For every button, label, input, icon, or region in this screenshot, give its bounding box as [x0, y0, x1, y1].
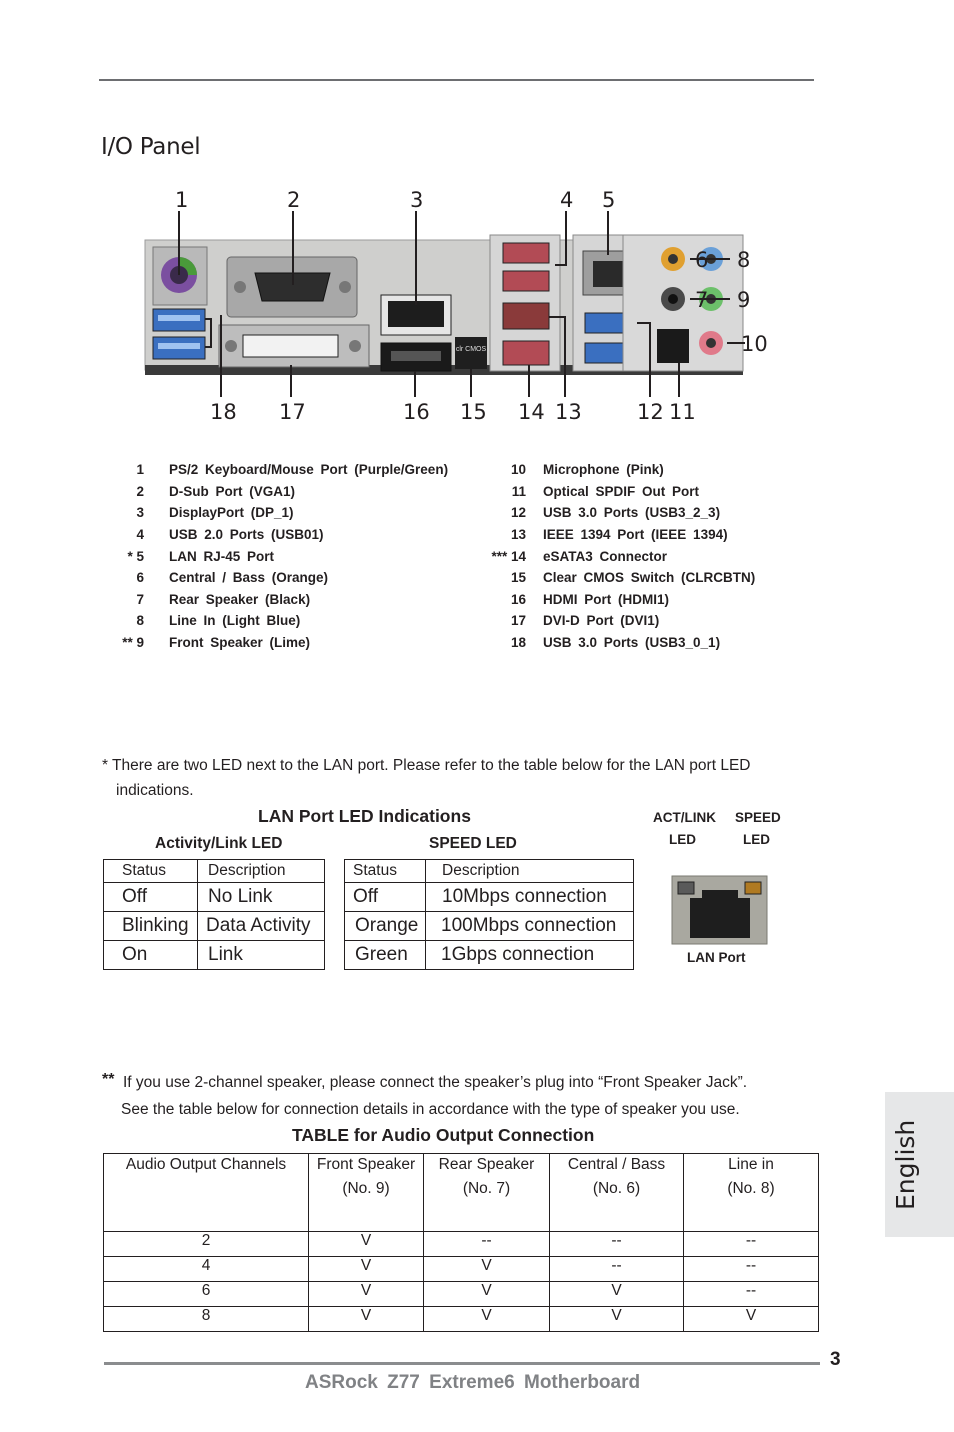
callout-12: 12 — [637, 400, 664, 424]
table-cell: V — [309, 1282, 424, 1307]
table-cell: -- — [550, 1232, 684, 1257]
esata-port-icon — [503, 341, 549, 365]
activity-led-table — [103, 859, 325, 970]
callout-1: 1 — [175, 188, 189, 212]
table-cell: No Link — [198, 883, 325, 912]
table-cell: V — [550, 1307, 684, 1332]
table-cell: -- — [550, 1257, 684, 1282]
lan-port-figure — [672, 876, 767, 944]
callout-16: 16 — [403, 400, 430, 424]
page-number: 3 — [830, 1349, 841, 1370]
table-cell: -- — [424, 1232, 550, 1257]
table-cell: 1Gbps connection — [426, 941, 634, 970]
callout-8: 8 — [737, 248, 751, 272]
table-header: Rear Speaker (No. 7) — [424, 1154, 550, 1232]
table-cell: 2 — [104, 1232, 309, 1257]
callout-15: 15 — [460, 400, 487, 424]
table-header: Description — [198, 860, 325, 883]
callout-6: 6 — [695, 248, 709, 272]
table-cell: 100Mbps connection — [426, 912, 634, 941]
table-header-row — [104, 1154, 819, 1232]
table-cell: 8 — [104, 1307, 309, 1332]
footer-title: ASRock Z77 Extreme6 Motherboard — [305, 1372, 641, 1393]
speaker-note-stars: ** — [102, 1071, 115, 1088]
callout-9: 9 — [737, 288, 751, 312]
act-link-label: ACT/LINK — [653, 810, 716, 825]
act-led-icon — [678, 882, 694, 894]
callout-4: 4 — [560, 188, 574, 212]
table-cell: V — [309, 1232, 424, 1257]
table-row — [104, 1307, 819, 1332]
callout-17: 17 — [279, 400, 306, 424]
table-cell: -- — [684, 1282, 819, 1307]
io-panel-diagram — [145, 185, 768, 425]
table-header: Line in (No. 8) — [684, 1154, 819, 1232]
table-row — [104, 1282, 819, 1307]
speed-label: SPEED — [735, 810, 781, 825]
usb2-port-icon — [503, 243, 549, 263]
callout-13: 13 — [555, 400, 582, 424]
table-cell: Off — [104, 883, 198, 912]
lan-note-line1: * There are two LED next to the LAN port. Please refer to the table below for the LAN port LED — [102, 757, 751, 774]
table-row — [104, 1232, 819, 1257]
table-cell: Orange — [345, 912, 426, 941]
lan-led-title: LAN Port LED Indications — [258, 806, 471, 826]
callout-18: 18 — [210, 400, 237, 424]
table-cell: -- — [684, 1232, 819, 1257]
table-cell: Off — [345, 883, 426, 912]
page-title: I/O Panel — [101, 134, 201, 160]
table-cell: V — [309, 1307, 424, 1332]
table-cell: V — [550, 1282, 684, 1307]
table-cell: Green — [345, 941, 426, 970]
table-cell: V — [424, 1282, 550, 1307]
table-cell: 10Mbps connection — [426, 883, 634, 912]
table-header: Status — [345, 860, 426, 883]
callout-5: 5 — [602, 188, 616, 212]
audio-table-title: TABLE for Audio Output Connection — [292, 1125, 595, 1145]
table-cell: V — [684, 1307, 819, 1332]
lan-port-caption: LAN Port — [687, 950, 746, 965]
ieee1394-port-icon — [503, 303, 549, 329]
callout-2: 2 — [287, 188, 301, 212]
table-cell: Link — [198, 941, 325, 970]
table-row — [104, 1257, 819, 1282]
spdif-port-icon — [657, 329, 689, 363]
callout-11: 11 — [669, 400, 696, 424]
table-header: Status — [104, 860, 198, 883]
table-header: Audio Output Channels — [104, 1154, 309, 1232]
speaker-note-line1: If you use 2-channel speaker, please connect the speaker’s plug into “Front Speaker Jack”. — [123, 1074, 748, 1091]
callout-7: 7 — [695, 288, 709, 312]
audio-output-table — [103, 1153, 819, 1332]
table-cell: Blinking — [104, 912, 198, 941]
speaker-note-line2: See the table below for connection details in accordance with the type of speaker you use. — [121, 1101, 740, 1118]
table-cell: 4 — [104, 1257, 309, 1282]
callout-14: 14 — [518, 400, 545, 424]
table-cell: V — [424, 1307, 550, 1332]
table-cell: Data Activity — [198, 912, 325, 941]
cmos-text: clr CMOS — [455, 346, 487, 353]
table-header: Central / Bass (No. 6) — [550, 1154, 684, 1232]
table-cell: -- — [684, 1257, 819, 1282]
language-tab — [885, 1092, 954, 1237]
act-led-label: LED — [669, 832, 696, 847]
callout-3: 3 — [410, 188, 424, 212]
speed-led-label: LED — [743, 832, 770, 847]
table-cell: On — [104, 941, 198, 970]
bottom-rule — [104, 1362, 820, 1365]
speed-led-table — [344, 859, 634, 970]
table-cell: 6 — [104, 1282, 309, 1307]
table-header: Front Speaker (No. 9) — [309, 1154, 424, 1232]
table-header: Description — [426, 860, 634, 883]
activity-led-title: Activity/Link LED — [155, 835, 283, 852]
speed-led-title: SPEED LED — [429, 835, 517, 852]
clear-cmos-button-icon — [455, 337, 487, 369]
callout-10: 10 — [741, 332, 768, 356]
table-cell: V — [309, 1257, 424, 1282]
speed-led-icon — [745, 882, 761, 894]
language-tab-label: English — [891, 1119, 920, 1210]
lan-note-line2: indications. — [116, 782, 194, 799]
top-rule — [99, 79, 814, 81]
table-cell: V — [424, 1257, 550, 1282]
